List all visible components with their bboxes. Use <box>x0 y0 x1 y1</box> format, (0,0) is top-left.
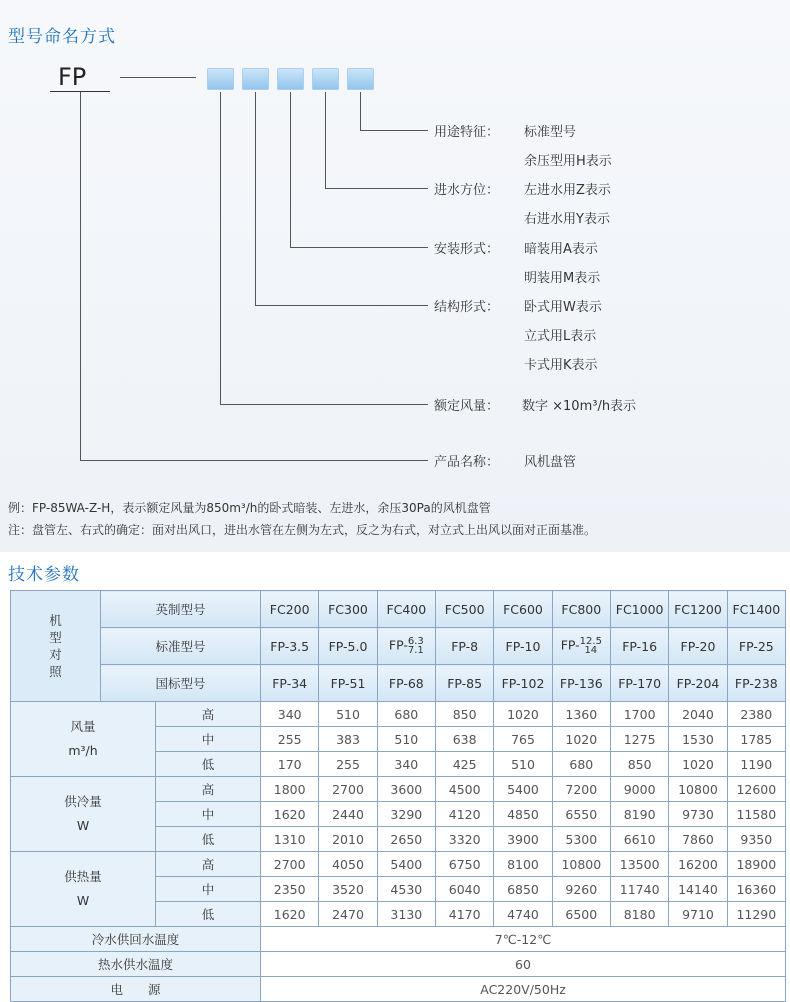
connector-usage-v <box>360 92 361 130</box>
fraction-part: 12.5 <box>579 636 602 647</box>
span-row-value: 60 <box>261 952 786 977</box>
value-cell: 340 <box>377 752 435 777</box>
usage-label: 用途特征： <box>434 125 500 140</box>
value-cell: 4740 <box>494 902 552 927</box>
level-label: 中 <box>156 727 261 752</box>
value-cell: 3520 <box>319 877 377 902</box>
value-cell: 383 <box>319 727 377 752</box>
model-cell: FP-102 <box>494 665 552 702</box>
level-label: 中 <box>156 877 261 902</box>
example-text: 例：FP-85WA-Z-H，表示额定风量为850m³/h的卧式暗装、左进水，余压30Pa的风机盘管 <box>8 501 491 515</box>
connector-structure-h <box>255 305 428 306</box>
group-label <box>11 777 156 852</box>
connector-structure-v <box>255 92 256 305</box>
value-cell: 1360 <box>552 702 610 727</box>
model-cell: FP- 12.5 14 <box>552 628 610 665</box>
level-label: 高 <box>156 702 261 727</box>
value-cell: 9710 <box>669 902 727 927</box>
value-cell: 1275 <box>610 727 668 752</box>
value-cell: 3320 <box>436 827 494 852</box>
connector-product-v <box>80 92 81 460</box>
airflow-value: 数字 ×10m³/h表示 <box>522 399 637 414</box>
model-cell: FP-20 <box>669 628 727 665</box>
value-cell: 255 <box>261 727 319 752</box>
value-cell: 3600 <box>377 777 435 802</box>
value-cell: 5300 <box>552 827 610 852</box>
value-cell: 1785 <box>727 727 785 752</box>
value-cell: 9730 <box>669 802 727 827</box>
model-cell: FP-204 <box>669 665 727 702</box>
value-cell: 2010 <box>319 827 377 852</box>
value-cell: 11580 <box>727 802 785 827</box>
connector-airflow-v <box>220 92 221 404</box>
level-label: 低 <box>156 902 261 927</box>
connector-airflow-h <box>220 404 428 405</box>
value-cell: 4120 <box>436 802 494 827</box>
value-cell: 850 <box>610 752 668 777</box>
model-row <box>11 665 786 702</box>
value-cell: 7200 <box>552 777 610 802</box>
value-cell: 11290 <box>727 902 785 927</box>
code-box-airflow <box>207 68 234 90</box>
model-row-label: 国标型号 <box>101 665 261 702</box>
value-cell: 255 <box>319 752 377 777</box>
model-cell: FP-25 <box>727 628 785 665</box>
span-row-label: 电 源 <box>11 977 261 1002</box>
model-cell: FC600 <box>494 591 552 628</box>
value-cell: 4170 <box>436 902 494 927</box>
airflow-label: 额定风量： <box>434 399 500 414</box>
model-cell: FP-8 <box>436 628 494 665</box>
value-cell: 170 <box>261 752 319 777</box>
value-cell: 1020 <box>552 727 610 752</box>
value-cell: 680 <box>552 752 610 777</box>
structure-label: 结构形式： <box>434 300 500 315</box>
value-cell: 14140 <box>669 877 727 902</box>
model-fraction <box>580 637 602 655</box>
model-cell: FC1000 <box>610 591 668 628</box>
value-cell: 638 <box>436 727 494 752</box>
span-row-value: 7℃-12℃ <box>261 927 786 952</box>
value-cell: 10800 <box>552 852 610 877</box>
model-cell: FP-170 <box>610 665 668 702</box>
group-unit: W <box>76 818 90 833</box>
value-cell: 4850 <box>494 802 552 827</box>
value-cell: 510 <box>319 702 377 727</box>
inlet-value-left: 左进水用Z表示 <box>524 183 611 198</box>
code-box-usage <box>347 68 374 90</box>
value-cell: 1310 <box>261 827 319 852</box>
span-row-label: 冷水供回水温度 <box>11 927 261 952</box>
span-row <box>11 977 786 1002</box>
model-group-label: 机 型 对 照 <box>11 591 101 702</box>
value-cell: 4530 <box>377 877 435 902</box>
structure-value-vertical: 立式用L表示 <box>524 329 597 344</box>
value-cell: 6500 <box>552 902 610 927</box>
value-cell: 510 <box>377 727 435 752</box>
note-text: 注：盘管左、右式的确定：面对出风口，进出水管在左侧为左式，反之为右式，对立式上出风以面对正面基准。 <box>8 523 597 537</box>
value-cell: 8100 <box>494 852 552 877</box>
value-cell: 425 <box>436 752 494 777</box>
model-cell: FC300 <box>319 591 377 628</box>
model-cell: FP-34 <box>261 665 319 702</box>
spec-row <box>11 702 786 727</box>
level-label: 低 <box>156 827 261 852</box>
install-value-concealed: 暗装用A表示 <box>524 242 598 257</box>
value-cell: 2350 <box>261 877 319 902</box>
value-cell: 2700 <box>261 852 319 877</box>
value-cell: 1800 <box>261 777 319 802</box>
model-cell: FC400 <box>377 591 435 628</box>
code-prefix: FP <box>58 63 87 91</box>
model-cell: FP-68 <box>377 665 435 702</box>
value-cell: 2470 <box>319 902 377 927</box>
connector-inlet-h <box>325 188 428 189</box>
product-value: 风机盘管 <box>524 455 577 470</box>
prefix-dash <box>120 77 196 78</box>
structure-value-cassette: 卡式用K表示 <box>524 358 598 373</box>
model-cell: FP-16 <box>610 628 668 665</box>
value-cell: 10800 <box>669 777 727 802</box>
model-cell: FC800 <box>552 591 610 628</box>
model-cell: FP-3.5 <box>261 628 319 665</box>
group-unit: W <box>76 893 90 908</box>
code-box-inlet <box>312 68 339 90</box>
value-cell: 680 <box>377 702 435 727</box>
model-row-label: 英制型号 <box>101 591 261 628</box>
value-cell: 16200 <box>669 852 727 877</box>
value-cell: 5400 <box>377 852 435 877</box>
group-name: 供热量 <box>64 869 102 884</box>
value-cell: 3130 <box>377 902 435 927</box>
value-cell: 1620 <box>261 802 319 827</box>
value-cell: 6750 <box>436 852 494 877</box>
value-cell: 5400 <box>494 777 552 802</box>
value-cell: 2650 <box>377 827 435 852</box>
spec-table <box>10 590 786 1002</box>
model-fraction <box>408 637 424 655</box>
code-box-structure <box>242 68 269 90</box>
structure-value-horizontal: 卧式用W表示 <box>524 300 602 315</box>
model-cell: FC200 <box>261 591 319 628</box>
install-value-exposed: 明装用M表示 <box>524 271 601 286</box>
span-row <box>11 927 786 952</box>
model-cell: FP-238 <box>727 665 785 702</box>
code-box-install <box>277 68 304 90</box>
value-cell: 4050 <box>319 852 377 877</box>
model-cell: FC1400 <box>727 591 785 628</box>
value-cell: 1020 <box>494 702 552 727</box>
level-label: 中 <box>156 802 261 827</box>
value-cell: 2440 <box>319 802 377 827</box>
value-cell: 6850 <box>494 877 552 902</box>
value-cell: 8190 <box>610 802 668 827</box>
value-cell: 7860 <box>669 827 727 852</box>
fraction-part: 6.3 <box>407 636 424 647</box>
value-cell: 850 <box>436 702 494 727</box>
connector-inlet-v <box>325 92 326 188</box>
value-cell: 9350 <box>727 827 785 852</box>
value-cell: 3290 <box>377 802 435 827</box>
model-cell: FP-51 <box>319 665 377 702</box>
model-cell: FP-10 <box>494 628 552 665</box>
model-cell: FP-5.0 <box>319 628 377 665</box>
value-cell: 6550 <box>552 802 610 827</box>
value-cell: 2700 <box>319 777 377 802</box>
level-label: 低 <box>156 752 261 777</box>
value-cell: 1620 <box>261 902 319 927</box>
value-cell: 1020 <box>669 752 727 777</box>
span-row-value: AC220V/50Hz <box>261 977 786 1002</box>
model-cell: FP-136 <box>552 665 610 702</box>
model-cell: FP- 6.3 7.1 <box>377 628 435 665</box>
value-cell: 1700 <box>610 702 668 727</box>
usage-value-standard: 标准型号 <box>524 125 577 140</box>
value-cell: 4500 <box>436 777 494 802</box>
value-cell: 765 <box>494 727 552 752</box>
group-label <box>11 702 156 777</box>
value-cell: 11740 <box>610 877 668 902</box>
model-cell: FC1200 <box>669 591 727 628</box>
connector-product-h <box>80 460 428 461</box>
value-cell: 1530 <box>669 727 727 752</box>
value-cell: 9000 <box>610 777 668 802</box>
fraction-part: 14 <box>584 645 598 656</box>
value-cell: 8180 <box>610 902 668 927</box>
usage-value-pressure: 余压型用H表示 <box>524 154 612 169</box>
span-row-label: 热水供水温度 <box>11 952 261 977</box>
value-cell: 3900 <box>494 827 552 852</box>
product-label: 产品名称： <box>434 455 500 470</box>
model-row-label: 标准型号 <box>101 628 261 665</box>
value-cell: 6040 <box>436 877 494 902</box>
value-cell: 13500 <box>610 852 668 877</box>
value-cell: 16360 <box>727 877 785 902</box>
level-label: 高 <box>156 852 261 877</box>
fraction-part: 7.1 <box>407 645 424 656</box>
naming-title: 型号命名方式 <box>8 27 116 47</box>
group-name: 风量 <box>70 719 96 734</box>
model-cell: FP-85 <box>436 665 494 702</box>
model-row <box>11 591 786 628</box>
value-cell: 6610 <box>610 827 668 852</box>
group-name: 供冷量 <box>64 794 102 809</box>
model-row <box>11 628 786 665</box>
connector-install-v <box>290 92 291 247</box>
spec-title: 技术参数 <box>8 565 80 585</box>
value-cell: 9260 <box>552 877 610 902</box>
value-cell: 2380 <box>727 702 785 727</box>
value-cell: 340 <box>261 702 319 727</box>
model-cell: FC500 <box>436 591 494 628</box>
connector-install-h <box>290 247 428 248</box>
install-label: 安装形式： <box>434 242 500 257</box>
inlet-value-right: 右进水用Y表示 <box>524 212 610 227</box>
group-label <box>11 852 156 927</box>
value-cell: 510 <box>494 752 552 777</box>
level-label: 高 <box>156 777 261 802</box>
inlet-label: 进水方位： <box>434 183 500 198</box>
value-cell: 2040 <box>669 702 727 727</box>
value-cell: 1190 <box>727 752 785 777</box>
connector-usage-h <box>360 130 428 131</box>
spec-row <box>11 852 786 877</box>
span-row <box>11 952 786 977</box>
value-cell: 18900 <box>727 852 785 877</box>
group-unit: m³/h <box>68 743 98 758</box>
spec-row <box>11 777 786 802</box>
value-cell: 12600 <box>727 777 785 802</box>
